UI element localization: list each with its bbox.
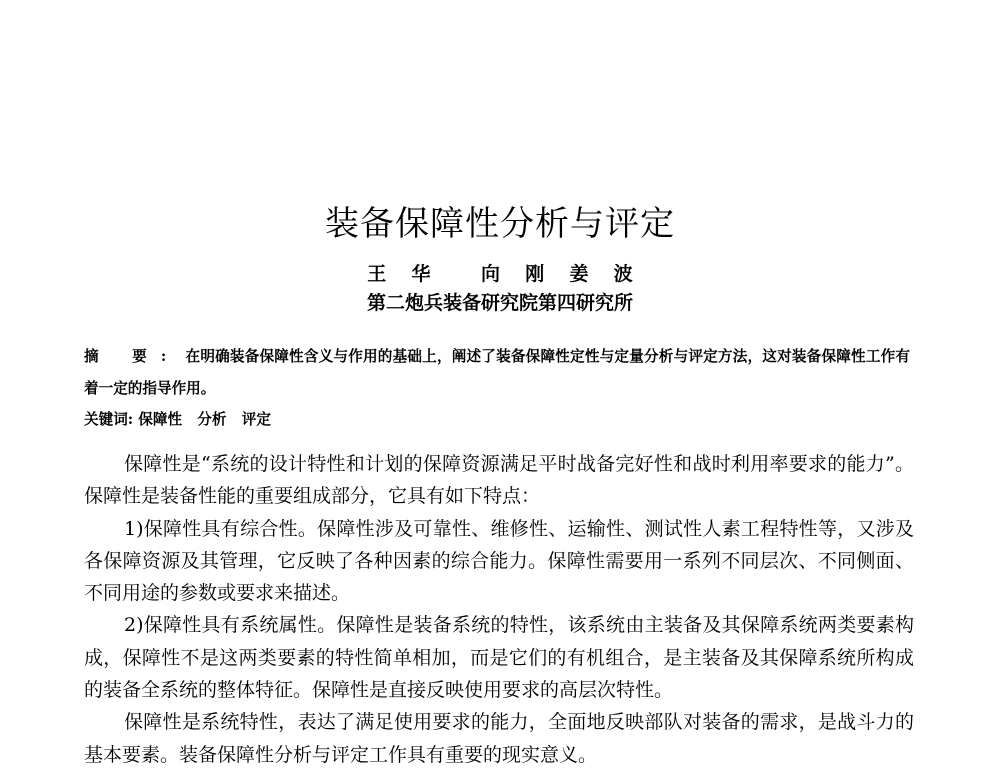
- abstract-text: 在明确装备保障性含义与作用的基础上，阐述了装备保障性定性与定量分析与评定方法，这对装备保障性工作有着一定的指导作用。: [84, 348, 910, 397]
- body-text: [84, 448, 914, 771]
- abstract: [84, 341, 910, 405]
- abstract-label: 摘 要:: [84, 348, 181, 365]
- body-paragraph: 2)保障性具有系统属性。保障性是装备系统的特性，该系统由主装备及其保障系统两类要素构成，保障性不是这两类要素的特性简单相加，而是它们的有机组合，是主装备及其保障系统所构成的装备全系统的整体特征。保障性是直接反映使用要求的高层次特性。: [84, 614, 914, 702]
- paper-title: 装备保障性分析与评定: [325, 204, 675, 244]
- affiliation: 第二炮兵装备研究院第四研究所: [366, 292, 633, 314]
- body-paragraph: 保障性是系统特性，表达了满足使用要求的能力，全面地反映部队对装备的需求，是战斗力的基本要素。装备保障性分析与评定工作具有重要的现实意义。: [84, 711, 914, 766]
- author-list: 王 华 向 刚 姜 波: [367, 263, 633, 285]
- body-paragraph: 1)保障性具有综合性。保障性涉及可靠性、维修性、运输性、测试性人素工程特性等，又涉及各保障资源及其管理，它反映了各种因素的综合能力。保障性需要用一系列不同层次、不同侧面、不同用途的参数或要求来描述。: [84, 517, 914, 605]
- keywords: [84, 405, 271, 435]
- keywords-text: 保障性 分析 评定: [138, 411, 271, 428]
- body-paragraph: 保障性是“系统的设计特性和计划的保障资源满足平时战备完好性和战时利用率要求的能力”。保障性是装备性能的重要组成部分，它具有如下特点：: [84, 453, 914, 508]
- keywords-label: 关键词:: [84, 411, 134, 428]
